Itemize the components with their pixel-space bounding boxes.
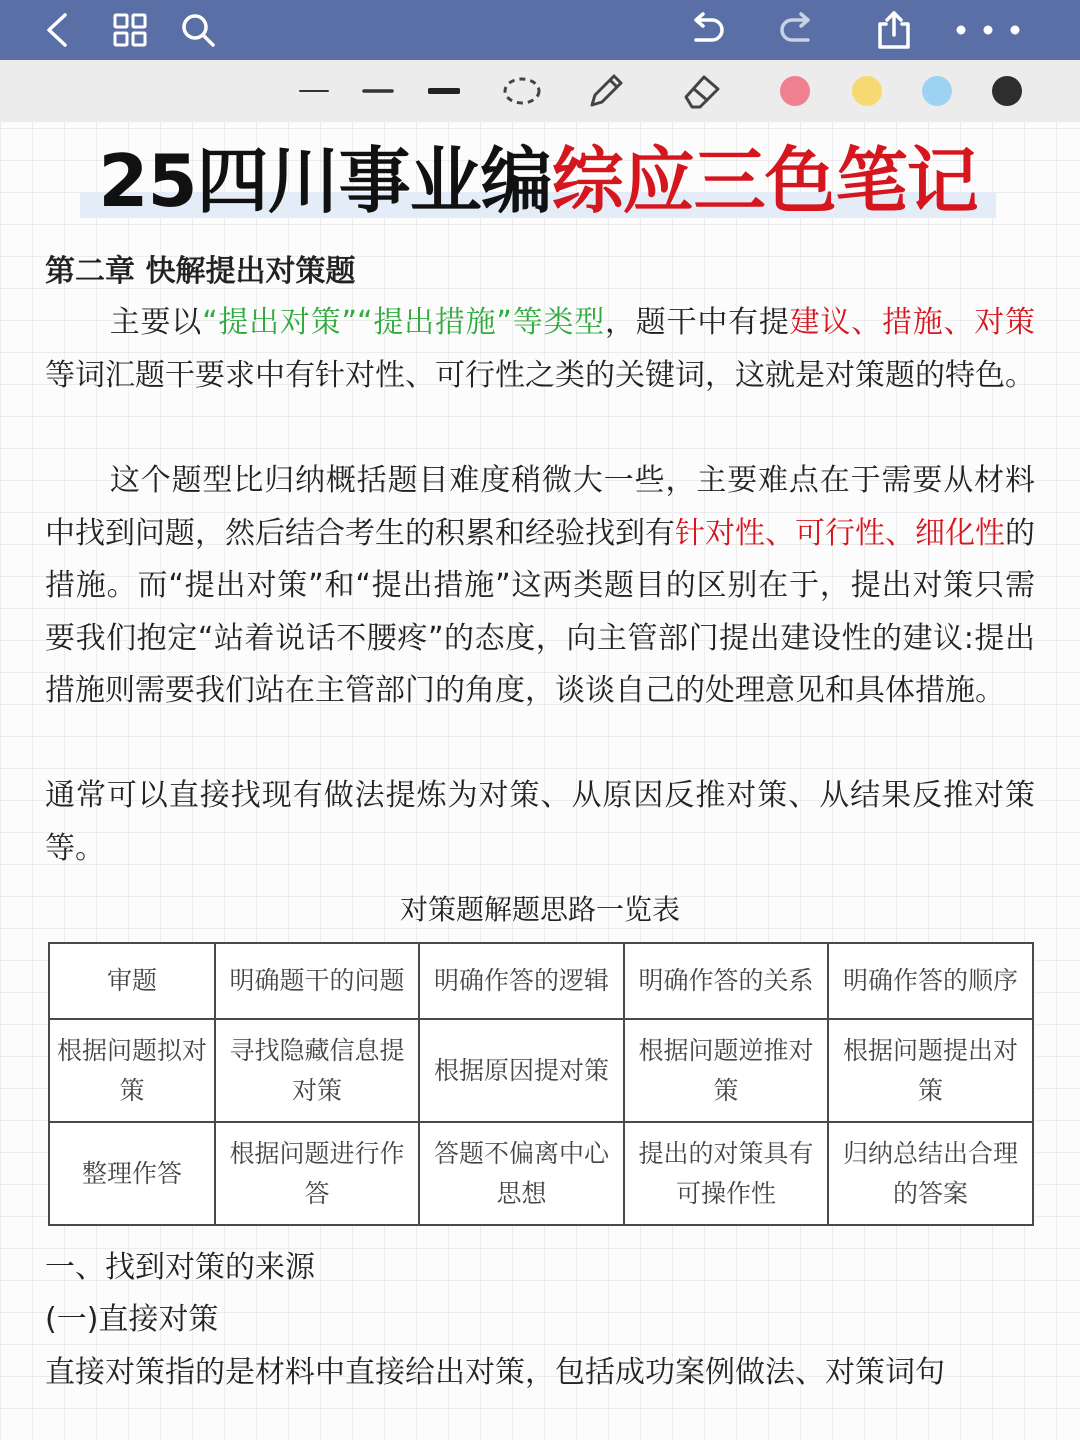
table-row <box>49 1019 1033 1122</box>
redo-icon[interactable] <box>776 8 820 52</box>
color-swatch <box>922 76 952 106</box>
p2-text-c: 的措施。而“提出对策”和“提出措施”这两类题目的区别在于，提出对策只需要我们抱定“站着说话不腰疼”的态度，向主管部门提出建设性的建议:提出措施则需要我们站在主管部门的角度，谈谈自己的处理意见和具体措施。 <box>45 515 1035 708</box>
table-cell: 根据问题进行作答 <box>215 1122 419 1225</box>
table-cell: 明确题干的问题 <box>215 943 419 1019</box>
paragraph-2 <box>45 455 1035 718</box>
table-row <box>49 943 1033 1019</box>
title-red-part: 综应三色笔记 <box>551 139 978 223</box>
section-heading-2: (一)直接对策 <box>45 1302 219 1337</box>
table-cell: 根据问题拟对策 <box>49 1019 215 1122</box>
table-title: 对策题解题思路一览表 <box>399 893 680 926</box>
table-cell: 明确作答的关系 <box>624 943 828 1019</box>
drawing-toolbar <box>0 60 1080 122</box>
p1-text-a: 主要以 <box>109 305 203 340</box>
chevron-left-icon[interactable] <box>36 8 80 52</box>
color-swatch-blue[interactable] <box>920 70 954 112</box>
color-swatch <box>992 76 1022 106</box>
p1-green-text: “提出对策”“提出措施”等类型 <box>202 305 606 340</box>
color-swatch-yellow[interactable] <box>850 70 884 112</box>
chapter-heading: 第二章 快解提出对策题 <box>45 254 356 289</box>
color-swatch <box>780 76 810 106</box>
color-swatch <box>852 76 882 106</box>
p1-text-e: 等词汇题干要求中有针对性、可行性之类的关键词，这就是对策题的特色。 <box>45 357 1035 393</box>
p1-text-c: ，题干中有提 <box>605 305 790 340</box>
top-nav-bar <box>0 0 1080 60</box>
grid-icon[interactable] <box>108 8 152 52</box>
strategy-table <box>48 942 1034 1226</box>
medium-line-icon[interactable] <box>360 70 396 112</box>
thick-line-icon[interactable] <box>426 70 462 112</box>
table-cell: 根据问题逆推对策 <box>624 1019 828 1122</box>
p1-red-text: 建议、措施、对策 <box>789 305 1036 340</box>
table-cell: 寻找隐藏信息提对策 <box>215 1019 419 1122</box>
paragraph-1 <box>45 297 1035 402</box>
undo-icon[interactable] <box>684 8 728 52</box>
pencil-icon[interactable] <box>584 70 628 112</box>
table-cell: 审题 <box>49 943 215 1019</box>
page-title <box>80 140 996 222</box>
table-cell: 答题不偏离中心思想 <box>419 1122 624 1225</box>
table-cell: 根据问题提出对策 <box>828 1019 1033 1122</box>
color-swatch-pink[interactable] <box>778 70 812 112</box>
eraser-icon[interactable] <box>678 70 726 112</box>
table-cell: 整理作答 <box>49 1122 215 1225</box>
table-cell: 归纳总结出合理的答案 <box>828 1122 1033 1225</box>
table-cell: 根据原因提对策 <box>419 1019 624 1122</box>
table-row <box>49 1122 1033 1225</box>
paragraph-3: 通常可以直接找现有做法提炼为对策、从原因反推对策、从结果反推对策等。 <box>45 778 1035 866</box>
more-icon[interactable] <box>948 8 1028 52</box>
table-cell: 提出的对策具有可操作性 <box>624 1122 828 1225</box>
p2-red-text: 针对性、可行性、细化性 <box>675 515 1005 551</box>
thin-line-icon[interactable] <box>296 70 332 112</box>
table-cell: 明确作答的顺序 <box>828 943 1033 1019</box>
title-black-part: 25四川事业编 <box>98 139 552 223</box>
search-icon[interactable] <box>176 8 220 52</box>
share-icon[interactable] <box>872 8 916 52</box>
section-heading-1: 一、找到对策的来源 <box>45 1250 315 1285</box>
color-swatch-black[interactable] <box>990 70 1024 112</box>
section-text: 直接对策指的是材料中直接给出对策，包括成功案例做法、对策词句 <box>45 1355 945 1390</box>
lasso-icon[interactable] <box>500 70 544 112</box>
table-cell: 明确作答的逻辑 <box>419 943 624 1019</box>
p2-text-a: 这个题型比归纳概括题目难度稍微大一些，主要难点在于需要从材料中找到问题，然后结合考生的积累和经验找到有 <box>45 463 1035 551</box>
